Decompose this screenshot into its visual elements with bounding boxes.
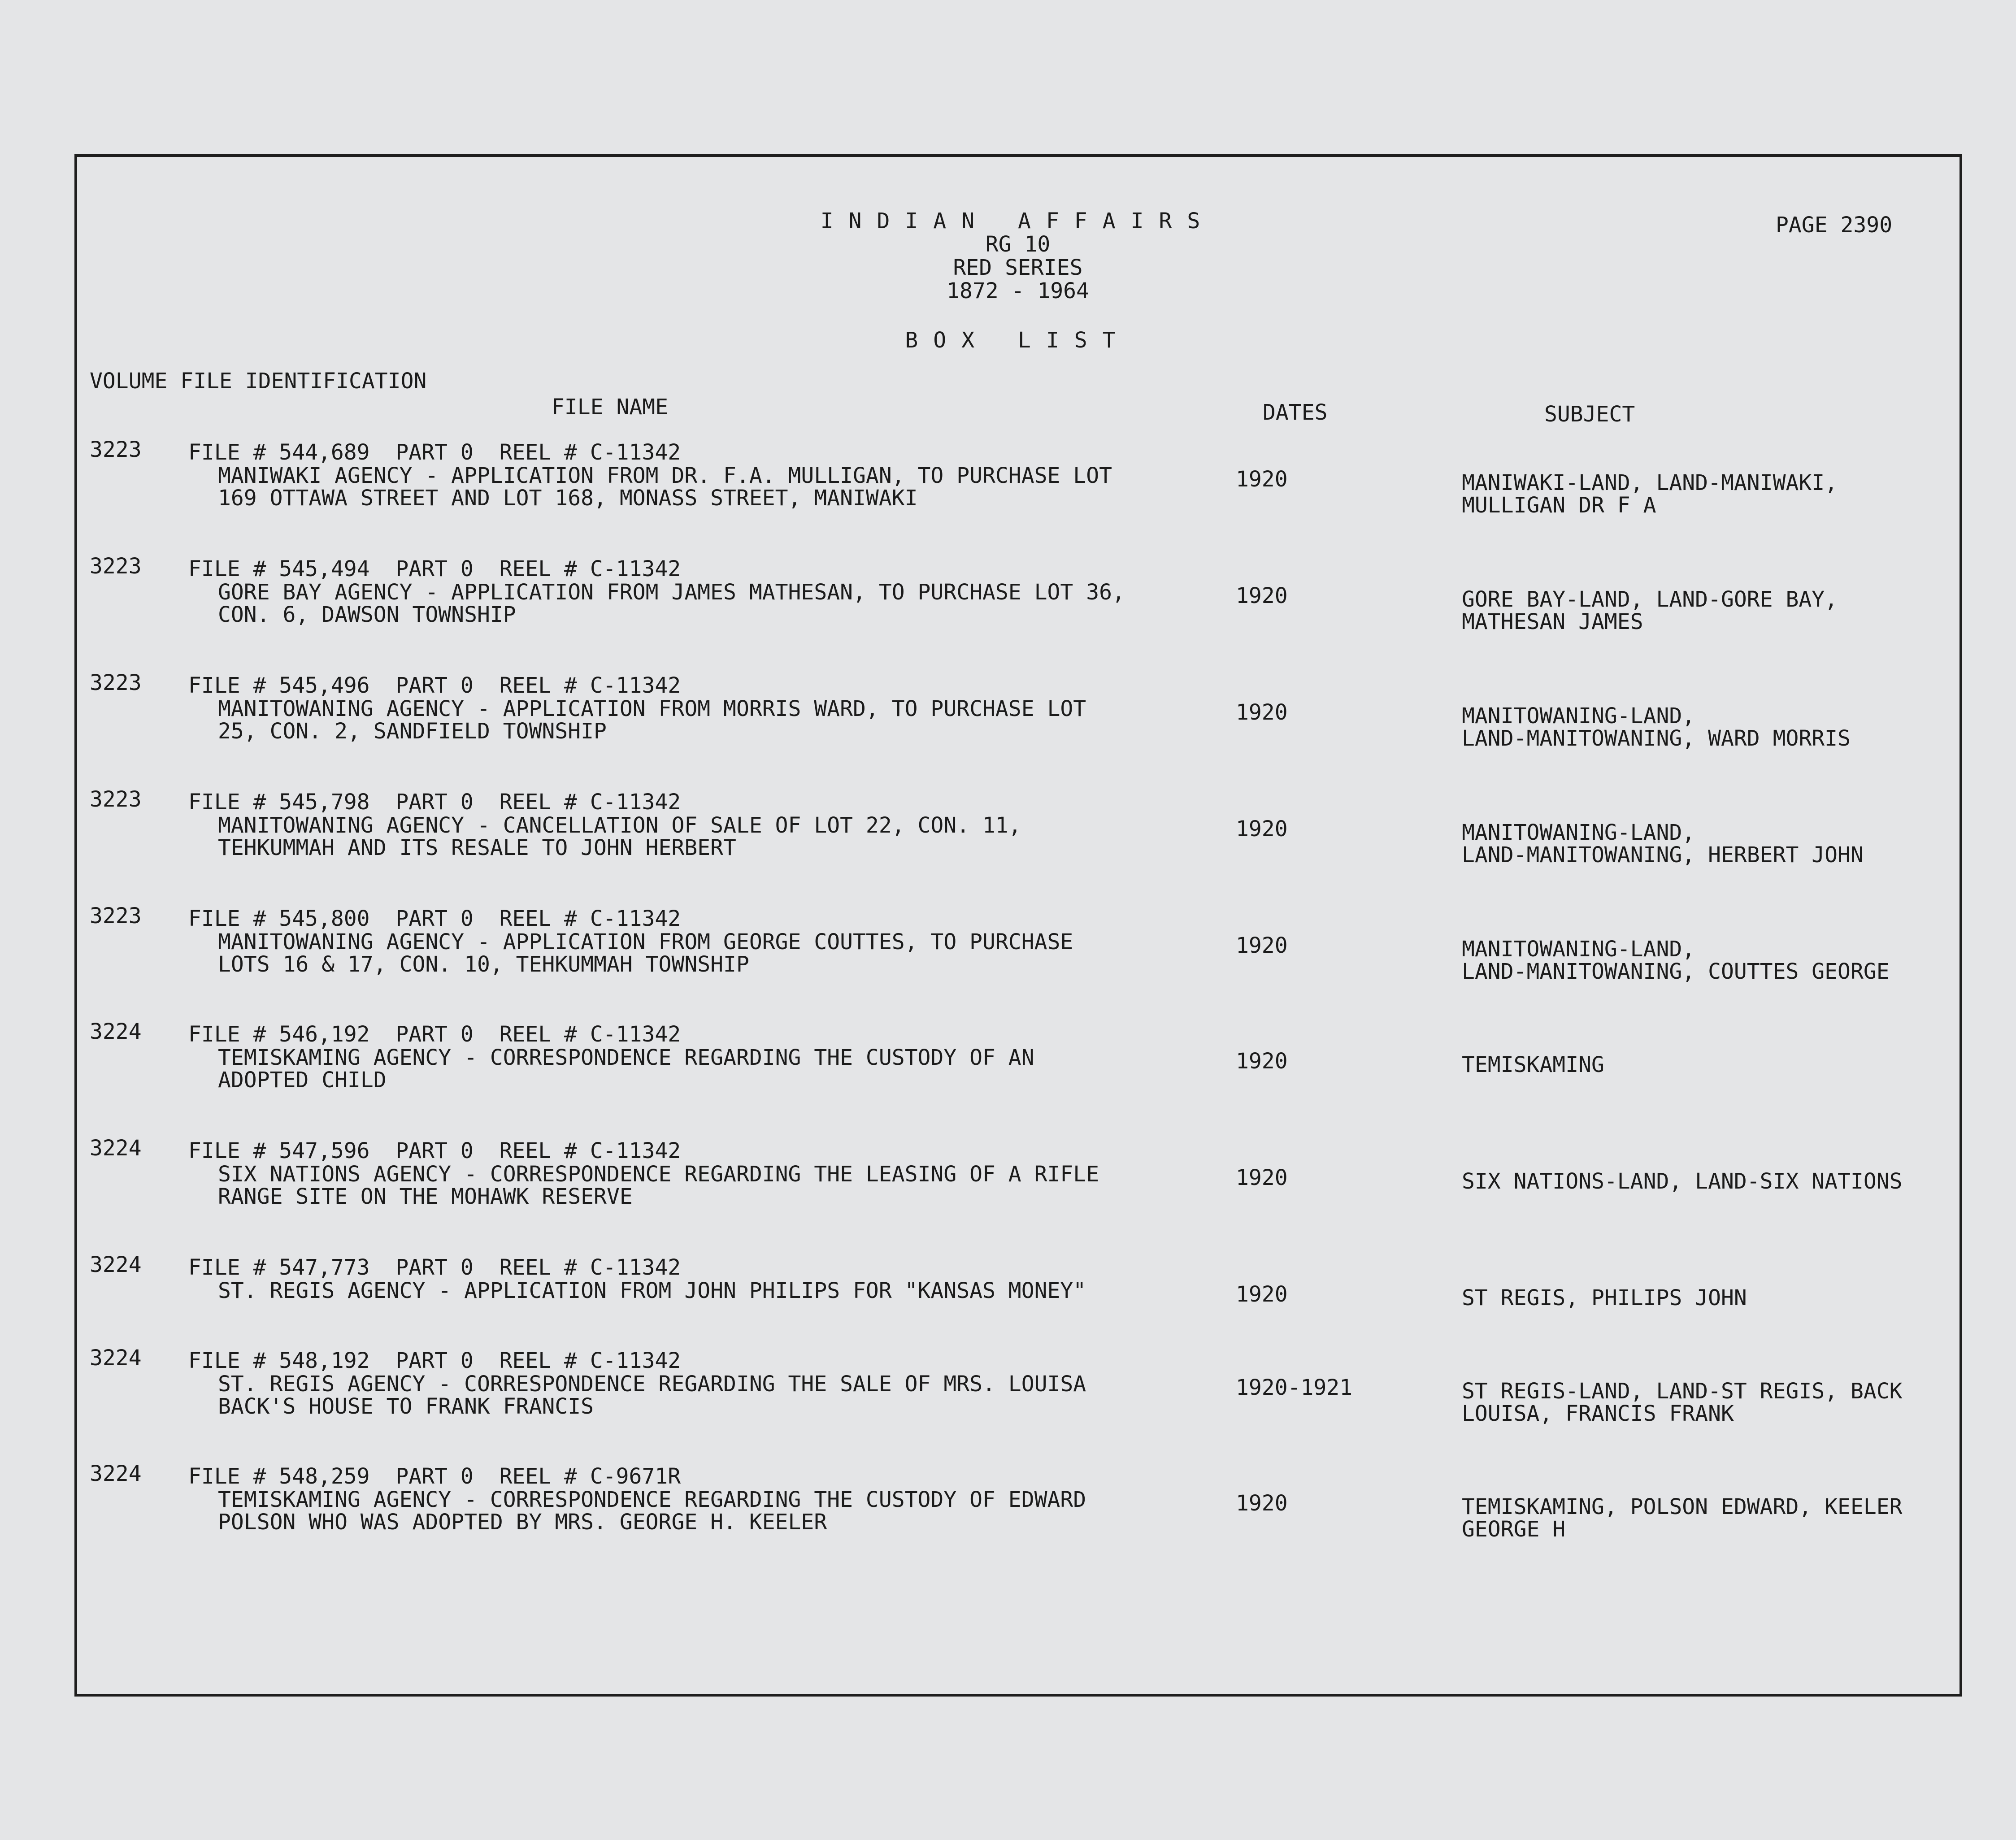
entry-volume: 3223 (90, 903, 142, 929)
header-years: 1872 - 1964 (947, 278, 1089, 304)
entry-file-name: TEMISKAMING AGENCY - CORRESPONDENCE REGARDING THE CUSTODY OF EDWARD POLSON WHO WAS ADOPTED BY MRS. GEORGE H. KEELER (218, 1487, 1086, 1535)
entry-dates: 1920 (1236, 583, 1288, 608)
entry-subject: MANIWAKI-LAND, LAND-MANIWAKI, MULLIGAN DR F A (1462, 470, 1838, 518)
entry-file-name: MANITOWANING AGENCY - APPLICATION FROM GEORGE COUTTES, TO PURCHASE LOTS 16 & 17, CON. 10, TEHKUMMAH TOWNSHIP (218, 929, 1073, 977)
entry-subject: TEMISKAMING, POLSON EDWARD, KEELER GEORGE H (1462, 1494, 1903, 1542)
entry-dates: 1920 (1236, 467, 1288, 492)
column-header-volume-file-id: VOLUME FILE IDENTIFICATION (90, 369, 427, 394)
entry-volume: 3224 (90, 1461, 142, 1486)
entry-subject: ST REGIS, PHILIPS JOHN (1462, 1285, 1747, 1311)
entry-subject: GORE BAY-LAND, LAND-GORE BAY, MATHESAN JAMES (1462, 587, 1838, 634)
page-number: PAGE 2390 (1776, 213, 1893, 238)
entry-file-id: FILE # 544,689 PART 0 REEL # C-11342 (188, 440, 681, 465)
header-series: RED SERIES (953, 255, 1083, 280)
entry-subject: TEMISKAMING (1462, 1052, 1604, 1077)
entry-row (0, 1020, 2016, 1137)
entry-file-id: FILE # 548,259 PART 0 REEL # C-9671R (188, 1464, 681, 1489)
entry-row (0, 438, 2016, 555)
header-org: INDIAN AFFAIRS (820, 208, 1216, 234)
entry-file-id: FILE # 547,773 PART 0 REEL # C-11342 (188, 1255, 681, 1280)
entry-volume: 3223 (90, 554, 142, 579)
entry-file-id: FILE # 545,494 PART 0 REEL # C-11342 (188, 556, 681, 582)
entry-subject: MANITOWANING-LAND, LAND-MANITOWANING, HERBERT JOHN (1462, 820, 1864, 868)
entry-file-name: MANITOWANING AGENCY - APPLICATION FROM MORRIS WARD, TO PURCHASE LOT 25, CON. 2, SANDFIELD TOWNSHIP (218, 696, 1086, 744)
entry-volume: 3223 (90, 437, 142, 462)
entry-file-name: ST. REGIS AGENCY - CORRESPONDENCE REGARDING THE SALE OF MRS. LOUISA BACK'S HOUSE TO FRANK FRANCIS (218, 1371, 1086, 1419)
entry-file-name: MANITOWANING AGENCY - CANCELLATION OF SALE OF LOT 22, CON. 11, TEHKUMMAH AND ITS RESALE TO JOHN HERBERT (218, 813, 1021, 860)
entry-subject: ST REGIS-LAND, LAND-ST REGIS, BACK LOUISA, FRANCIS FRANK (1462, 1379, 1903, 1426)
entry-file-id: FILE # 546,192 PART 0 REEL # C-11342 (188, 1022, 681, 1047)
entry-dates: 1920 (1236, 933, 1288, 958)
entry-row (0, 788, 2016, 905)
entry-row (0, 1137, 2016, 1254)
header-list-title: BOX LIST (905, 328, 1131, 353)
entry-dates: 1920 (1236, 1165, 1288, 1190)
entry-file-name: ST. REGIS AGENCY - APPLICATION FROM JOHN PHILIPS FOR "KANSAS MONEY" (218, 1278, 1086, 1303)
entry-row (0, 1347, 2016, 1463)
entry-volume: 3224 (90, 1019, 142, 1044)
entry-file-name: MANIWAKI AGENCY - APPLICATION FROM DR. F.A. MULLIGAN, TO PURCHASE LOT 169 OTTAWA STREET AND LOT 168, MONASS STREET, MANIWAKI (218, 463, 1112, 511)
entry-volume: 3224 (90, 1345, 142, 1371)
entry-dates: 1920-1921 (1236, 1375, 1353, 1400)
entry-file-id: FILE # 545,798 PART 0 REEL # C-11342 (188, 790, 681, 815)
entry-row (0, 1462, 2016, 1579)
entry-file-name: TEMISKAMING AGENCY - CORRESPONDENCE REGARDING THE CUSTODY OF AN ADOPTED CHILD (218, 1045, 1034, 1093)
entry-file-id: FILE # 547,596 PART 0 REEL # C-11342 (188, 1138, 681, 1163)
entry-dates: 1920 (1236, 1049, 1288, 1074)
entry-row (0, 555, 2016, 672)
entry-file-name: GORE BAY AGENCY - APPLICATION FROM JAMES MATHESAN, TO PURCHASE LOT 36, CON. 6, DAWSON TOWNSHIP (218, 580, 1125, 627)
entry-volume: 3224 (90, 1136, 142, 1161)
header-record-group: RG 10 (985, 232, 1051, 257)
entry-file-id: FILE # 545,496 PART 0 REEL # C-11342 (188, 673, 681, 698)
entry-dates: 1920 (1236, 816, 1288, 842)
entry-volume: 3223 (90, 787, 142, 812)
entry-dates: 1920 (1236, 700, 1288, 725)
entry-file-name: SIX NATIONS AGENCY - CORRESPONDENCE REGARDING THE LEASING OF A RIFLE RANGE SITE ON THE MOHAWK RESERVE (218, 1162, 1099, 1209)
entry-volume: 3223 (90, 670, 142, 695)
entry-dates: 1920 (1236, 1282, 1288, 1307)
entry-volume: 3224 (90, 1252, 142, 1277)
column-header-file-name: FILE NAME (552, 395, 669, 420)
entry-row (0, 905, 2016, 1021)
entry-subject: MANITOWANING-LAND, LAND-MANITOWANING, WARD MORRIS (1462, 703, 1851, 751)
entry-dates: 1920 (1236, 1491, 1288, 1516)
entry-row (0, 672, 2016, 788)
entry-file-id: FILE # 545,800 PART 0 REEL # C-11342 (188, 906, 681, 931)
entry-subject: SIX NATIONS-LAND, LAND-SIX NATIONS (1462, 1169, 1903, 1194)
column-header-dates: DATES (1263, 400, 1328, 425)
entry-file-id: FILE # 548,192 PART 0 REEL # C-11342 (188, 1348, 681, 1373)
column-header-subject: SUBJECT (1544, 402, 1635, 427)
entry-subject: MANITOWANING-LAND, LAND-MANITOWANING, COUTTES GEORGE (1462, 937, 1890, 984)
